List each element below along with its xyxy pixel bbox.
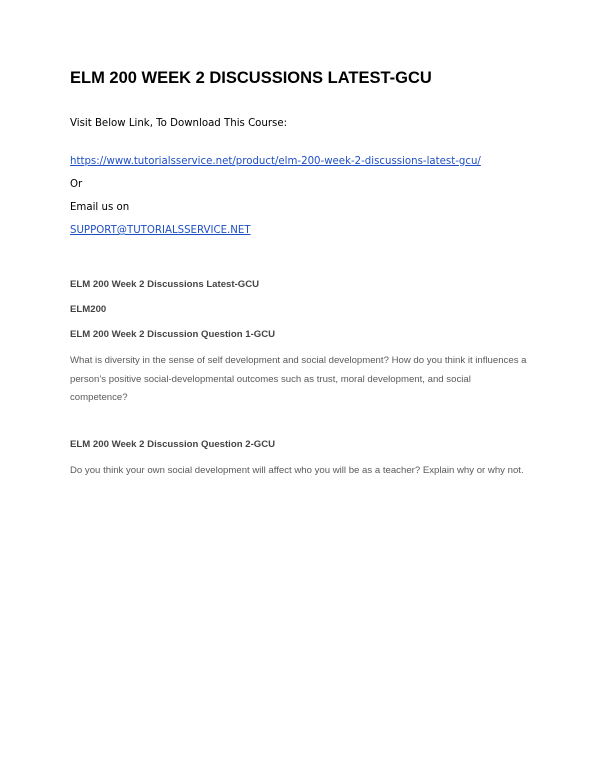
spacer [70, 215, 540, 224]
email-label: Email us on [70, 202, 130, 213]
spacer [70, 192, 540, 201]
course-download-link[interactable]: https://www.tutorialsservice.net/product/elm-200-week-2-discussions-latest-gcu/ [70, 156, 481, 167]
question2-text: Do you think your own social development will affect who you will be as a teacher? Explain why or why not. [70, 464, 524, 476]
spacer [70, 341, 540, 352]
spacer [70, 408, 540, 438]
section-title: ELM 200 Week 2 Discussions Latest-GCU [70, 279, 260, 290]
or-text: Or [70, 179, 83, 190]
course-code: ELM200 [70, 304, 107, 315]
question1-text: What is diversity in the sense of self development and social development? How do you think it influences a person’s positive social-developmental outcomes such as trust, moral development, and social competence? [70, 355, 527, 403]
spacer [70, 291, 540, 303]
document-title: ELM 200 WEEK 2 DISCUSSIONS LATEST-GCU [70, 69, 432, 87]
question1-heading: ELM 200 Week 2 Discussion Question 1-GCU [70, 329, 276, 340]
spacer [70, 316, 540, 328]
spacer [70, 238, 540, 278]
question2-heading: ELM 200 Week 2 Discussion Question 2-GCU [70, 438, 276, 450]
support-email-link[interactable]: SUPPORT@TUTORIALSSERVICE.NET [70, 225, 251, 236]
spacer [70, 451, 540, 462]
spacer [70, 131, 540, 155]
spacer [70, 169, 540, 178]
download-instruction: Visit Below Link, To Download This Course: [70, 118, 288, 129]
